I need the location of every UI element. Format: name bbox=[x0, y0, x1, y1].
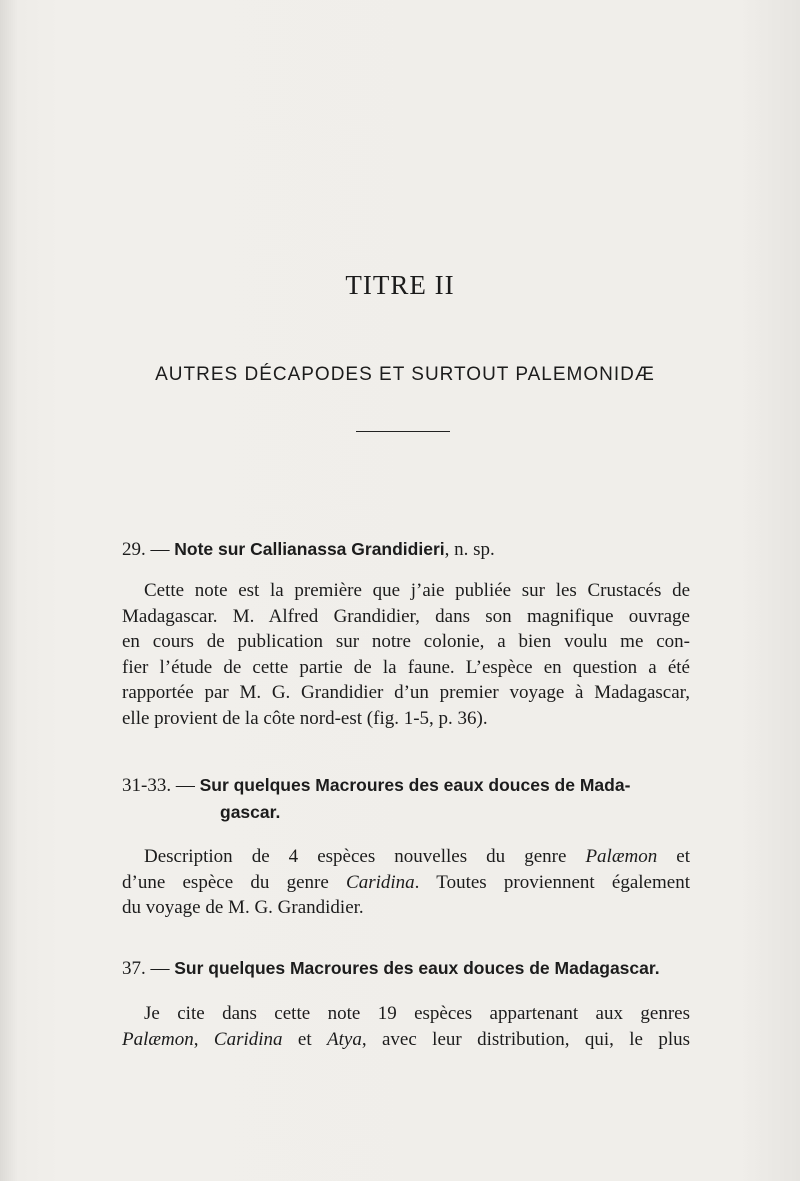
paragraph-line: d’une espèce du genre Caridina. Toutes proviennent également bbox=[122, 871, 690, 893]
entry-title-continued: gascar. bbox=[220, 802, 281, 822]
paragraph-line: Je cite dans cette note 19 espèces appartenant aux genres bbox=[144, 1003, 690, 1024]
entry-37-paragraph bbox=[122, 1001, 690, 1052]
paragraph-line: elle provient de la côte nord-est (fig. 1-5, p. 36). bbox=[122, 707, 488, 729]
genus-name: Palæmon bbox=[122, 1028, 194, 1050]
entry-number: 29. — bbox=[122, 539, 170, 560]
paragraph-line: en cours de publication sur notre colonie, a bien voulu me con- bbox=[122, 631, 690, 652]
paragraph-line: Cette note est la première que j’aie publiée sur les Crustacés de bbox=[144, 580, 690, 601]
paragraph-line: fier l’étude de cette partie de la faune. L’espèce en question a été bbox=[122, 656, 690, 678]
genus-name: Palæmon bbox=[585, 846, 658, 867]
entry-31-33-heading bbox=[122, 772, 697, 826]
paragraph-line: rapportée par M. G. Grandidier d’un premier voyage à Madagascar, bbox=[122, 682, 690, 703]
genus-name: Atya bbox=[327, 1028, 362, 1050]
section-divider bbox=[356, 431, 450, 432]
entry-29-paragraph bbox=[122, 578, 690, 731]
genus-name: Caridina bbox=[213, 1028, 283, 1050]
entry-title: Note sur Callianassa Grandidieri bbox=[174, 539, 445, 559]
genus-name: Caridina bbox=[346, 871, 415, 893]
paragraph-line: Palæmon, Caridina et Atya, avec leur distribution, qui, le plus bbox=[122, 1028, 691, 1050]
paragraph-line: Madagascar. M. Alfred Grandidier, dans son magnifique ouvrage bbox=[122, 605, 690, 627]
entry-37-heading bbox=[122, 955, 697, 982]
entry-31-33-paragraph bbox=[122, 844, 690, 921]
paragraph-line: Description de 4 espèces nouvelles du genre Palæmon et bbox=[144, 846, 690, 867]
entry-suffix: , n. sp. bbox=[444, 539, 495, 560]
chapter-subtitle: AUTRES DÉCAPODES ET SURTOUT PALEMONIDÆ bbox=[155, 364, 655, 385]
entry-title: Sur quelques Macroures des eaux douces de Mada- bbox=[199, 775, 631, 795]
chapter-title: TITRE II bbox=[345, 270, 455, 300]
entry-title: Sur quelques Macroures des eaux douces de Madagascar. bbox=[174, 958, 660, 978]
entry-29-heading bbox=[122, 536, 697, 563]
entry-number: 31-33. — bbox=[122, 775, 195, 796]
paragraph-line: du voyage de M. G. Grandidier. bbox=[122, 897, 364, 918]
entry-number: 37. — bbox=[122, 958, 170, 979]
